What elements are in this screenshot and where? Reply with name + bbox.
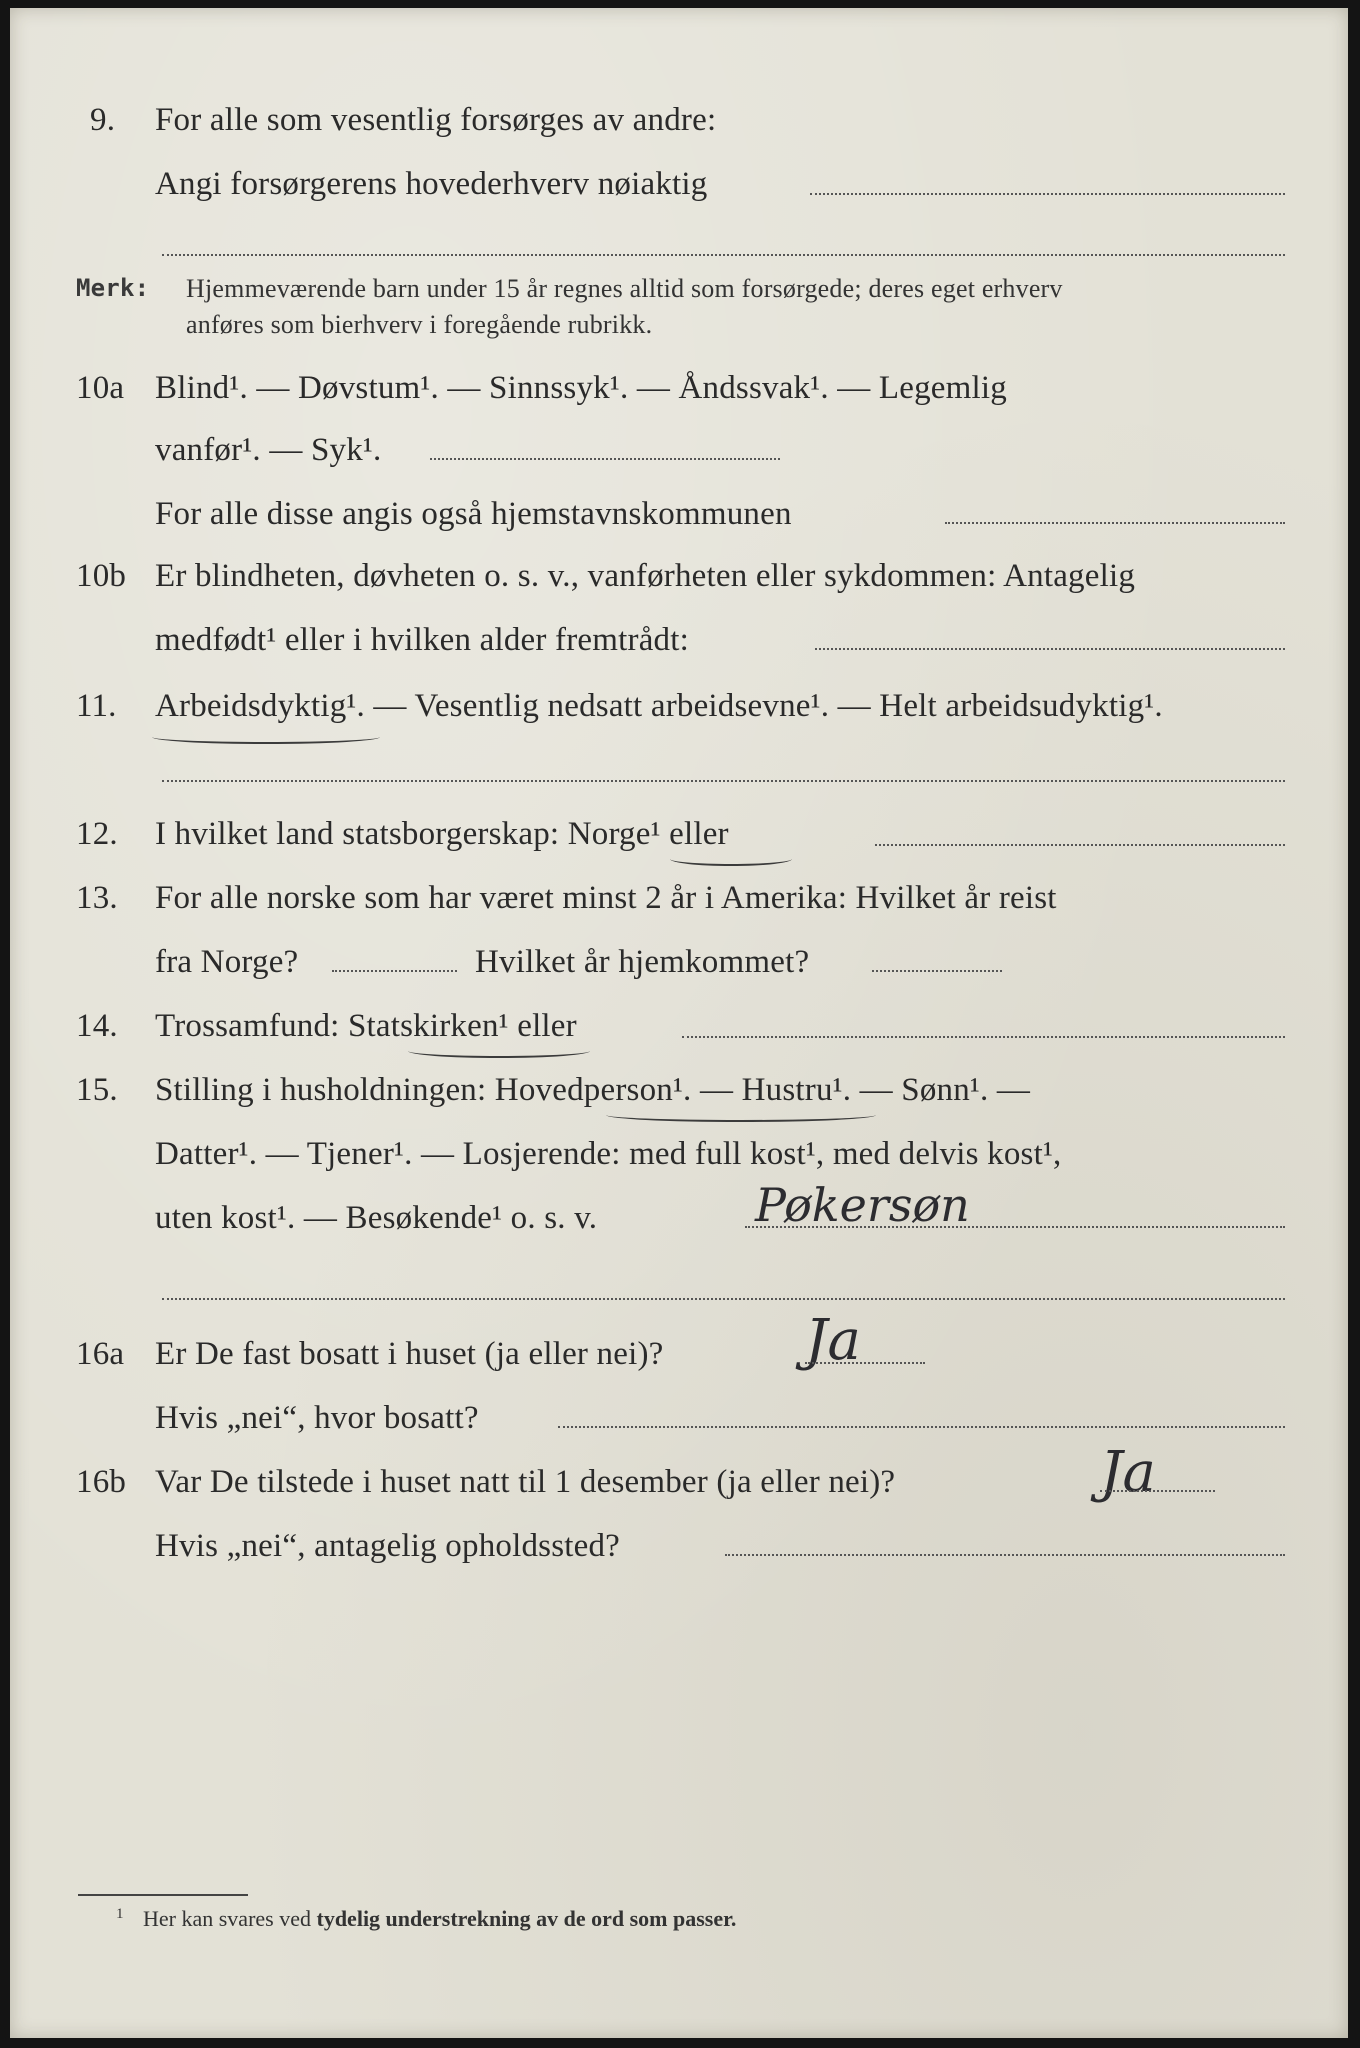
question-text: I hvilket land statsborgerskap: Norge¹ eller xyxy=(155,816,729,852)
question-text: Trossamfund: Statskirken¹ eller xyxy=(155,1008,577,1044)
question-15-line-2 xyxy=(10,1136,1348,1188)
footnote-text: Her kan svares ved xyxy=(143,1906,311,1931)
question-13-line-2 xyxy=(10,944,1348,996)
question-16a xyxy=(10,1336,1348,1388)
question-text: Angi forsørgerens hovederhverv nøiaktig xyxy=(155,166,708,202)
hand-underline xyxy=(152,730,380,744)
answer-line[interactable] xyxy=(810,193,1285,195)
answer-line[interactable] xyxy=(1100,1490,1215,1492)
question-text: medfødt¹ eller i hvilken alder fremtrådt: xyxy=(155,622,689,658)
hand-underline xyxy=(606,1108,876,1122)
question-text: uten kost¹. — Besøkende¹ o. s. v. xyxy=(155,1200,598,1236)
handwritten-answer-position: Pøkersøn xyxy=(755,1178,970,1232)
note-text: anføres som bierhverv i foregående rubrikk. xyxy=(186,310,653,339)
note-text: Hjemmeværende barn under 15 år regnes alltid som forsørgede; deres eget erhverv xyxy=(186,274,1063,303)
question-number: 16b xyxy=(76,1464,127,1500)
question-text: fra Norge? xyxy=(155,944,299,980)
answer-line[interactable] xyxy=(875,844,1285,846)
footnote-rule xyxy=(78,1894,248,1896)
hand-underline xyxy=(408,1044,590,1058)
question-13 xyxy=(10,880,1348,932)
question-number: 12. xyxy=(76,816,118,852)
question-9-line-2 xyxy=(10,166,1348,218)
question-text: For alle som vesentlig forsørges av andre: xyxy=(155,102,717,138)
question-text: Hvis „nei“, antagelig opholdssted? xyxy=(155,1528,621,1564)
question-10a xyxy=(10,370,1348,422)
footnote-mark: 1 xyxy=(116,1906,124,1922)
footnote xyxy=(116,1906,736,1932)
question-text: Hvilket år hjemkommet? xyxy=(475,944,810,980)
handwritten-answer-present: Ja xyxy=(1100,1440,1156,1505)
question-10b xyxy=(10,558,1348,610)
question-number: 15. xyxy=(76,1072,118,1108)
question-text: Blind¹. — Døvstum¹. — Sinnssyk¹. — Åndssvak¹. — Legemlig xyxy=(155,370,1007,406)
note-label: Merk: xyxy=(76,274,150,302)
census-form-page xyxy=(10,8,1348,2038)
question-text: For alle disse angis også hjemstavnskommunen xyxy=(155,496,792,532)
question-number: 10b xyxy=(76,558,127,594)
question-text: For alle norske som har været minst 2 år i Amerika: Hvilket år reist xyxy=(155,880,1057,916)
answer-line[interactable] xyxy=(872,970,1002,972)
answer-line[interactable] xyxy=(558,1426,1285,1428)
question-text: Datter¹. — Tjener¹. — Losjerende: med full kost¹, med delvis kost¹, xyxy=(155,1136,1062,1172)
answer-line[interactable] xyxy=(805,1362,925,1364)
hand-underline xyxy=(670,852,792,866)
handwritten-answer-resident: Ja xyxy=(805,1308,861,1373)
footnote-bold-text: tydelig understrekning av de ord som passer. xyxy=(316,1906,737,1931)
question-text: Var De tilstede i huset natt til 1 desember (ja eller nei)? xyxy=(155,1464,896,1500)
question-number: 9. xyxy=(90,102,116,138)
answer-line[interactable] xyxy=(815,648,1285,650)
question-text: Er De fast bosatt i huset (ja eller nei)? xyxy=(155,1336,664,1372)
question-text: Arbeidsdyktig¹. — Vesentlig nedsatt arbeidsevne¹. — Helt arbeidsudyktig¹. xyxy=(155,688,1163,724)
question-number: 10a xyxy=(76,370,125,406)
answer-line[interactable] xyxy=(725,1554,1285,1556)
answer-line[interactable] xyxy=(162,254,1285,256)
answer-line[interactable] xyxy=(162,1298,1285,1300)
question-text: Stilling i husholdningen: Hovedperson¹. — Hustru¹. — Sønn¹. — xyxy=(155,1072,1031,1108)
answer-line[interactable] xyxy=(945,522,1285,524)
question-14 xyxy=(10,1008,1348,1060)
question-number: 13. xyxy=(76,880,118,916)
answer-line[interactable] xyxy=(162,780,1285,782)
question-number: 14. xyxy=(76,1008,118,1044)
answer-line[interactable] xyxy=(430,458,780,460)
question-text: Hvis „nei“, hvor bosatt? xyxy=(155,1400,479,1436)
question-9 xyxy=(10,102,1348,154)
answer-line[interactable] xyxy=(682,1036,1285,1038)
question-text: vanfør¹. — Syk¹. xyxy=(155,432,382,468)
question-number: 11. xyxy=(76,688,117,724)
question-text: Er blindheten, døvheten o. s. v., vanførheten eller sykdommen: Antagelig xyxy=(155,558,1136,594)
question-number: 16a xyxy=(76,1336,125,1372)
note-merk-line-2 xyxy=(10,310,1348,362)
answer-line[interactable] xyxy=(332,970,457,972)
